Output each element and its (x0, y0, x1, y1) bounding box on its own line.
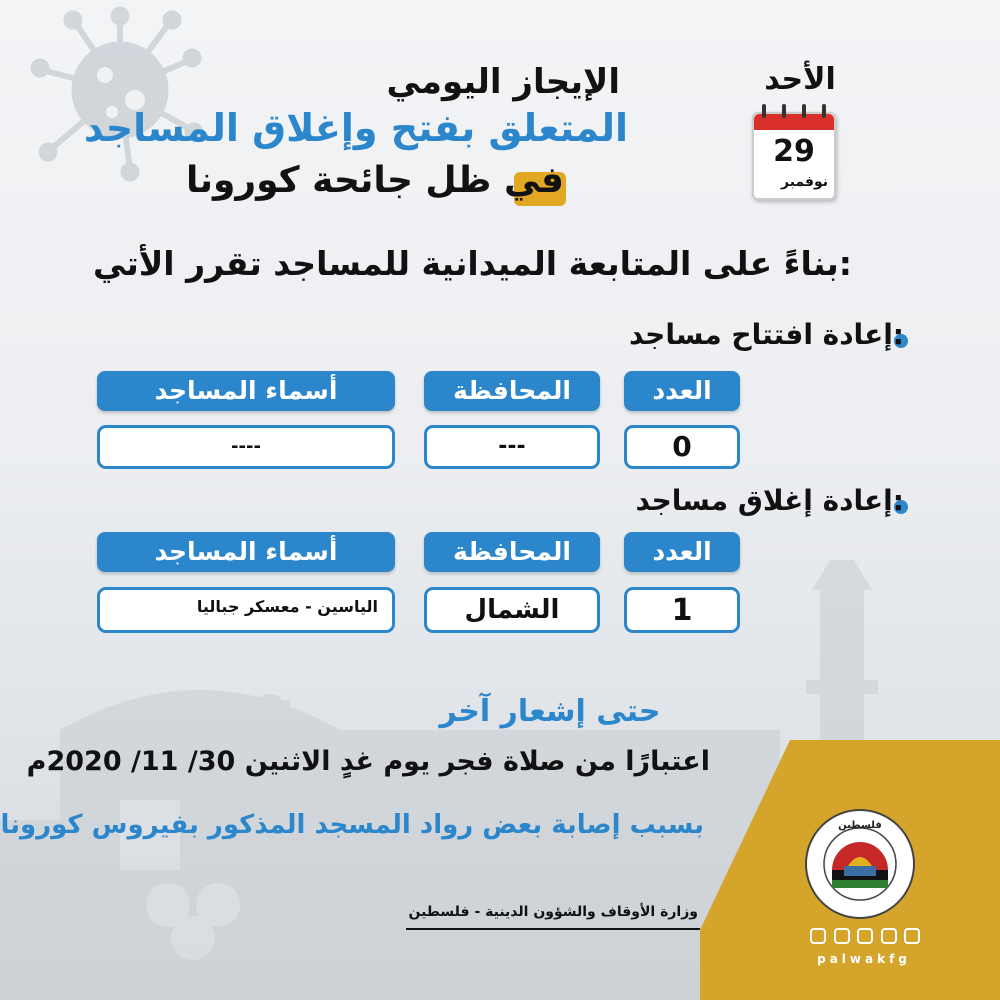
calendar-day-name: الأحد (764, 62, 836, 97)
calendar-page (752, 112, 836, 200)
ministry-signature: وزارة الأوقاف والشؤون الدينية - فلسطين (408, 904, 698, 920)
calendar-rings (762, 104, 826, 118)
calendar-day-number: 29 (773, 134, 815, 169)
decision-intro: بناءً على المتابعة الميدانية للمساجد تقرر الأتي: (92, 244, 852, 283)
emblem-text: فلسطين (838, 820, 882, 831)
reopening-governorate-value: --- (424, 425, 600, 469)
reopening-names-value: ---- (97, 425, 395, 469)
closing-header-names: أسماء المساجد (97, 532, 395, 572)
closing-count-value: 1 (624, 587, 740, 633)
instagram-icon[interactable] (857, 928, 873, 944)
title-mosque-open-close: المتعلق بفتح وإغلاق المساجد (83, 106, 628, 150)
reopening-header-count: العدد (624, 371, 740, 411)
reopening-heading: إعادة افتتاح مساجد: (628, 318, 904, 351)
twitter-icon[interactable] (834, 928, 850, 944)
closing-names-value: الياسين - معسكر جباليا (97, 587, 395, 633)
closure-reason-text: بسبب إصابة بعض رواد المسجد المذكور بفيروس كورونا (0, 810, 704, 840)
calendar-month: نوفمبر (780, 174, 828, 190)
reopening-header-governorate: المحافظة (424, 371, 600, 411)
closing-header-count: العدد (624, 532, 740, 572)
reopening-count-value: 0 (624, 425, 740, 469)
social-handle[interactable]: palwakfg (817, 952, 911, 966)
closing-heading: إعادة إغلاق مساجد: (635, 484, 904, 517)
telegram-icon[interactable] (904, 928, 920, 944)
reopening-header-names: أسماء المساجد (97, 371, 395, 411)
calendar-icon (752, 104, 836, 200)
effective-date-text: اعتبارًا من صلاة فجر يوم غدٍ الاثنين 30/ 11/ 2020م (26, 746, 710, 777)
title-daily-briefing: الإيجاز اليومي (386, 62, 620, 102)
closing-header-governorate: المحافظة (424, 532, 600, 572)
social-icons-row (810, 928, 920, 946)
ministry-emblem-logo (804, 808, 916, 920)
closing-governorate-value: الشمال (424, 587, 600, 633)
signature-underline (406, 928, 700, 930)
title-corona-pandemic: في ظل جائحة كورونا (185, 160, 564, 201)
until-further-notice: حتى إشعار آخر (439, 694, 661, 729)
facebook-icon[interactable] (810, 928, 826, 944)
youtube-icon[interactable] (881, 928, 897, 944)
